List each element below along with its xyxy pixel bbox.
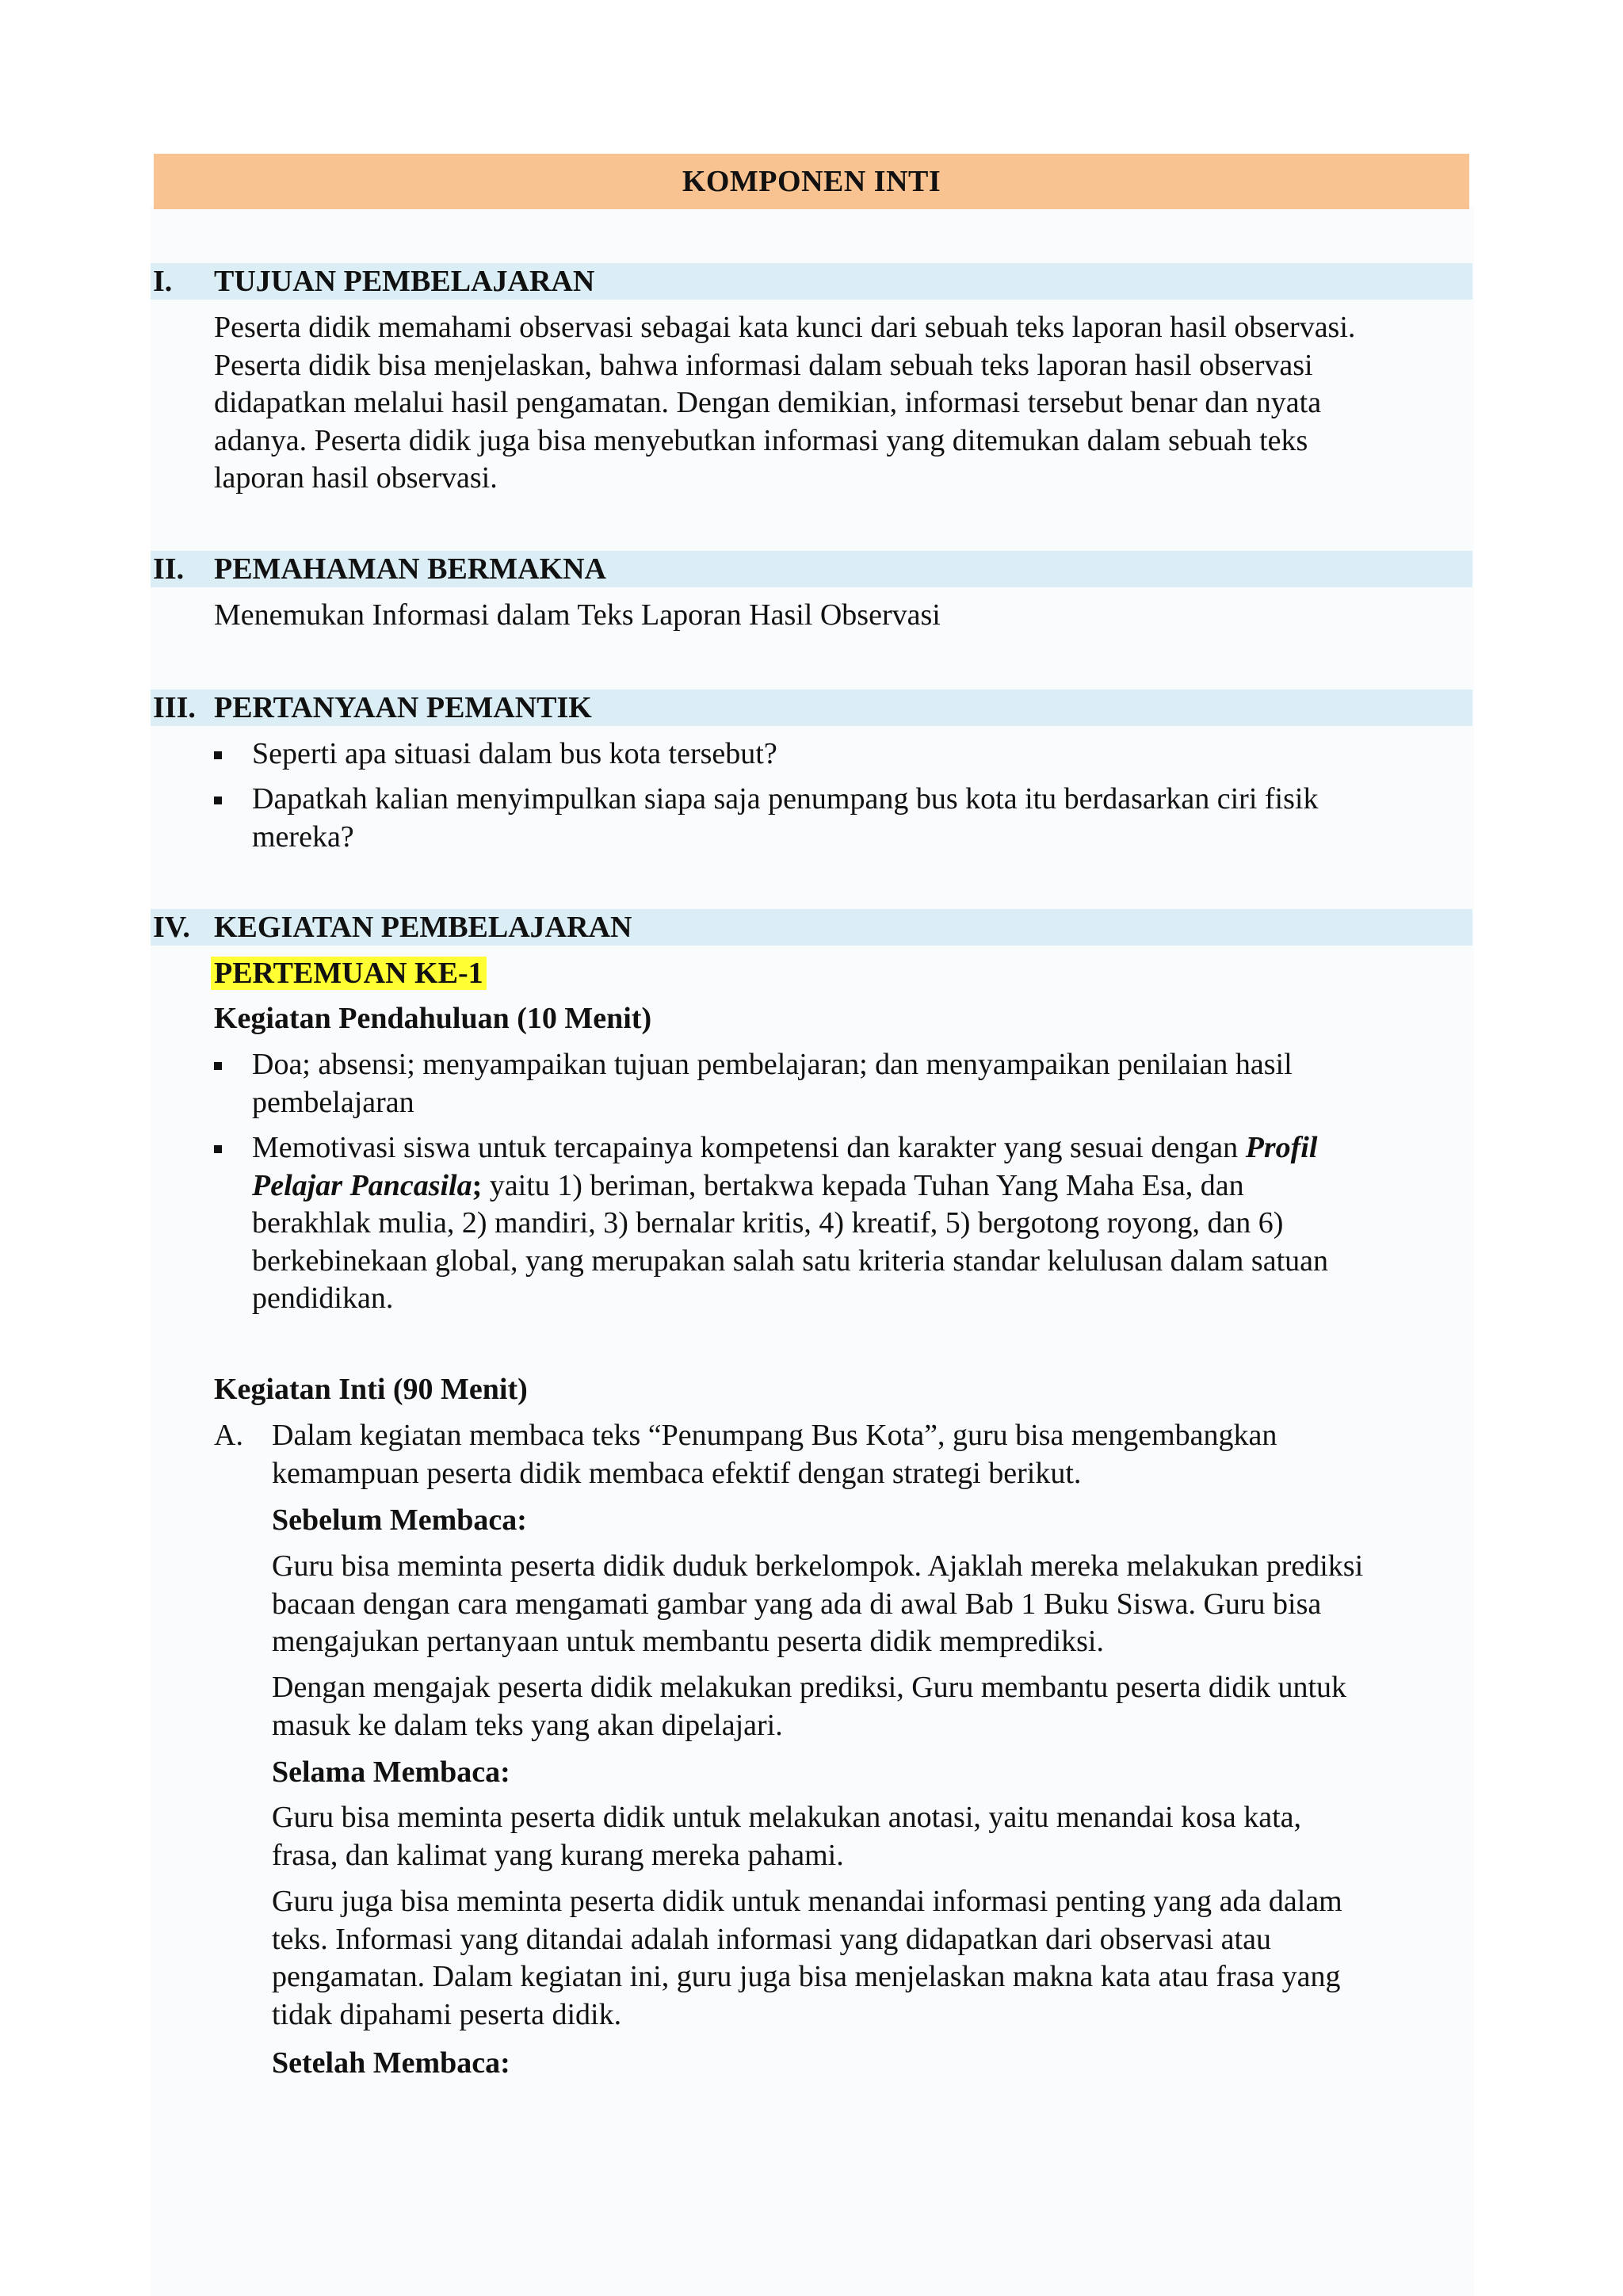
during-reading-paragraph-2: Guru juga bisa meminta peserta didik untuk menandai informasi penting yang ada dalam teks. Informasi yang ditandai adalah informasi yang didapatkan dari observasi atau pengamatan. Dalam kegiatan ini, guru juga bisa menjelaskan makna kata atau frasa yang tidak dipahami peserta didik. <box>272 1885 1342 2031</box>
section-number: II. <box>153 552 185 586</box>
document-title-text: KOMPONEN INTI <box>682 165 941 198</box>
list-item-text: Seperti apa situasi dalam bus kota tersebut? <box>252 737 777 770</box>
section-heading-tujuan <box>151 263 1472 300</box>
semicolon: ; <box>472 1168 483 1202</box>
before-reading-paragraph-2: Dengan mengajak peserta didik melakukan prediksi, Guru membantu peserta didik untuk masuk ke dalam teks yang akan dipelajari. <box>272 1671 1347 1742</box>
section-heading-pemantik <box>151 690 1472 726</box>
section-number: III. <box>153 691 196 724</box>
list-item-text <box>252 1129 1457 1318</box>
section-heading-pemahaman <box>151 551 1472 587</box>
motivation-text-rest: berakhlak mulia, 2) mandiri, 3) bernalar kritis, 4) kreatif, 5) bergotong royong, dan 6) berkebinekaan global, yang merupakan salah satu kriteria standar kelulusan dalam satuan pendidikan. <box>252 1206 1328 1315</box>
during-reading-heading: Selama Membaca: <box>272 1755 510 1789</box>
core-activity-heading: Kegiatan Inti (90 Menit) <box>214 1373 528 1406</box>
section-title: PERTANYAAN PEMANTIK <box>214 691 592 724</box>
document-title <box>154 154 1469 209</box>
meeting-label <box>211 955 487 993</box>
pelajar-pancasila-emphasis: Pelajar Pancasila <box>252 1168 472 1202</box>
before-reading-paragraph-1: Guru bisa meminta peserta didik duduk berkelompok. Ajaklah mereka melakukan prediksi bacaan dengan cara mengamati gambar yang ada di awal Bab 1 Buku Siswa. Guru bisa mengajukan pertanyaan untuk membantu peserta didik memprediksi. <box>272 1549 1364 1658</box>
motivation-text-line2: yaitu 1) beriman, bertakwa kepada Tuhan Yang Maha Esa, dan <box>482 1168 1244 1202</box>
item-a-letter: A. <box>214 1419 243 1452</box>
tujuan-paragraph: Peserta didik memahami observasi sebagai kata kunci dari sebuah teks laporan hasil observasi. Peserta didik bisa menjelaskan, bahwa informasi dalam sebuah teks laporan hasil observasi didapatkan melalui hasil pengamatan. Dengan demikian, informasi tersebut benar dan nyata adanya. Peserta didik juga bisa menyebutkan informasi yang ditemukan dalam sebuah teks laporan hasil observasi. <box>214 311 1356 495</box>
meeting-highlight: PERTEMUAN KE-1 <box>211 957 487 990</box>
motivation-text-start: Memotivasi siswa untuk tercapainya kompetensi dan karakter yang sesuai dengan <box>252 1131 1246 1164</box>
intro-activity-heading: Kegiatan Pendahuluan (10 Menit) <box>214 1002 652 1035</box>
section-heading-kegiatan <box>151 909 1472 946</box>
section-number: I. <box>153 265 173 298</box>
bullet-icon <box>214 751 222 759</box>
item-a-text: Dalam kegiatan membaca teks “Penumpang Bus Kota”, guru bisa mengembangkan kemampuan peserta didik membaca efektif dengan strategi berikut. <box>272 1419 1277 1490</box>
list-item-text: Dapatkah kalian menyimpulkan siapa saja penumpang bus kota itu berdasarkan ciri fisik mereka? <box>252 782 1319 854</box>
bullet-icon <box>214 1145 222 1153</box>
list-item-text: Doa; absensi; menyampaikan tujuan pembelajaran; dan menyampaikan penilaian hasil pembelajaran <box>252 1048 1293 1119</box>
pemahaman-paragraph: Menemukan Informasi dalam Teks Laporan Hasil Observasi <box>214 598 941 632</box>
section-number: IV. <box>153 911 190 944</box>
during-reading-paragraph-1: Guru bisa meminta peserta didik untuk melakukan anotasi, yaitu menandai kosa kata, frasa, dan kalimat yang kurang mereka pahami. <box>272 1801 1302 1872</box>
section-title: PEMAHAMAN BERMAKNA <box>214 552 607 586</box>
bullet-icon <box>214 1062 222 1070</box>
after-reading-heading: Setelah Membaca: <box>272 2046 510 2080</box>
section-title: KEGIATAN PEMBELAJARAN <box>214 911 632 944</box>
bullet-icon <box>214 797 222 804</box>
profil-emphasis: Profil <box>1245 1131 1318 1164</box>
before-reading-heading: Sebelum Membaca: <box>272 1503 527 1537</box>
section-title: TUJUAN PEMBELAJARAN <box>214 265 595 298</box>
